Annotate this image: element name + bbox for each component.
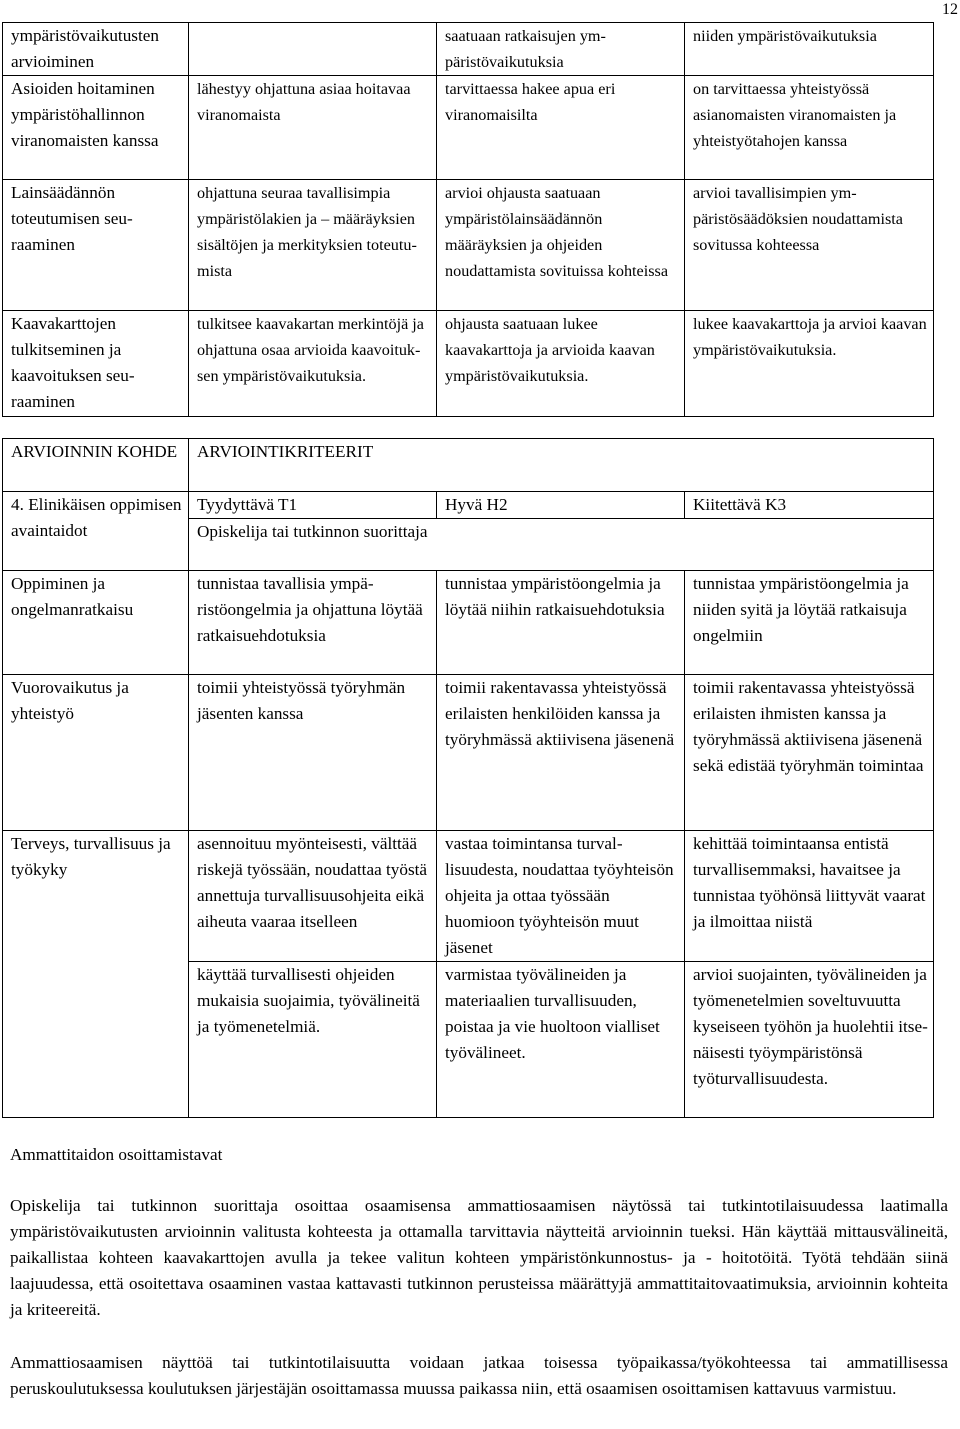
grade-k3-cell: lukee kaavakarttoja ja arvioi kaavan ympäristövaikutuksia. bbox=[685, 311, 934, 417]
grade-t1-cell: tunnistaa tavallisia ympäristöongelmia ja ohjattuna löytää ratkaisuehdotuksia bbox=[189, 571, 437, 675]
assessment-target-header: ARVIOINNIN KOHDE bbox=[3, 439, 189, 492]
grade-h2-cell: toimii rakentavassa yhteistyössä erilaisten henkilöiden kanssa ja työryhmässä aktiivisena jäsenenä bbox=[437, 675, 685, 831]
assessment-target-cell: ympäristövaikutusten arvioiminen bbox=[3, 23, 189, 76]
assessment-target-cell: Oppiminen ja ongelmanratkaisu bbox=[3, 571, 189, 675]
grade-h2-cell: saatuaan ratkaisujen ympäristövaikutuksia bbox=[437, 23, 685, 76]
table-row bbox=[3, 76, 934, 180]
table-row bbox=[3, 675, 934, 831]
table-row bbox=[3, 311, 934, 417]
grade-t1-cell bbox=[189, 23, 437, 76]
criteria-table bbox=[2, 438, 934, 1118]
table-row bbox=[3, 180, 934, 311]
assessment-target-cell: Vuorovaikutus ja yhteistyö bbox=[3, 675, 189, 831]
grade-t1-cell: lähestyy ohjattuna asiaa hoitavaa viranomaista bbox=[189, 76, 437, 180]
grade-k3-cell: niiden ympäristövaikutuksia bbox=[685, 23, 934, 76]
table-header-row bbox=[3, 439, 934, 492]
grade-k3-cell: arvioi suojainten, työvälineiden ja työmenetelmien soveltuvuutta kyseiseen työhön ja huolehtii itsenäisesti työympäristönsä työturvallisuudesta. bbox=[685, 962, 934, 1118]
assessment-target-cell: Kaavakarttojen tulkitseminen ja kaavoituksen seuraaminen bbox=[3, 311, 189, 417]
table-row bbox=[3, 571, 934, 675]
body-paragraph: Opiskelija tai tutkinnon suorittaja osoittaa osaamisensa ammattiosaamisen näytössä tai tutkintotilaisuudessa laatimalla ympäristövaikutusten arvioinnin valitusta kohteesta ja ottamalla tarvittavia näytteitä arvioinnin tueksi. Hän käyttää mittausvälineitä, paikallistaa kohteen kaavakarttojen avulla ja tekee valitun kohteen ympäristönkunnostus- ja - hoitotöitä. Työtä tehdään siinä laajuudessa, että osoitettava osaaminen vastaa kattavasti tutkinnon perusteissa määrättyjä ammattitaitovaatimuksia, arvioinnin kohteita ja kriteereitä. bbox=[10, 1196, 948, 1319]
grade-h2-cell: tarvittaessa hakee apua eri viranomaisilta bbox=[437, 76, 685, 180]
performer-label: Opiskelija tai tutkinnon suorittaja bbox=[189, 519, 934, 571]
grade-k3-cell: arvioi tavallisimpien ympäristösäädöksien noudattamista sovitussa kohteessa bbox=[685, 180, 934, 311]
body-paragraph: Ammattiosaamisen näyttöä tai tutkintotilaisuutta voidaan jatkaa toisessa työpaikassa/työkohteessa tai ammatillisessa peruskoulutuksessa koulutuksen järjestäjän osoittamassa muussa paikassa niin, että osaamisen osoittamisen kattavuus varmistuu. bbox=[10, 1353, 948, 1398]
grade-k3-cell: kehittää toimintaansa entistä turvallisemmaksi, havaitsee ja tunnistaa työhönsä liittyvät vaarat ja ilmoittaa niistä bbox=[685, 831, 934, 962]
grade-h2-cell: tunnistaa ympäristöongelmia ja löytää niihin ratkaisuehdotuksia bbox=[437, 571, 685, 675]
assessment-criteria-header: ARVIOINTIKRITEERIT bbox=[189, 439, 934, 492]
table-row bbox=[3, 831, 934, 962]
grade-t1-cell: toimii yhteistyössä työryhmän jäsenten kanssa bbox=[189, 675, 437, 831]
grade-h2-cell: varmistaa työvälineiden ja materiaalien turvallisuuden, poistaa ja vie huoltoon vialliset työvälineet. bbox=[437, 962, 685, 1118]
section-row bbox=[3, 492, 934, 519]
grade-h2-cell: arvioi ohjausta saatuaan ympäristölainsäädännön määräyksien ja ohjeiden noudattamista sovituissa kohteissa bbox=[437, 180, 685, 311]
page-number: 12 bbox=[942, 1, 958, 18]
section-title: 4. Elinikäisen oppimisen avaintaidot bbox=[3, 492, 189, 571]
grade-h2-cell: ohjausta saatuaan lukee kaavakarttoja ja arvioida kaavan ympäristövaikutuksia. bbox=[437, 311, 685, 417]
section-heading: Ammattitaidon osoittamistavat bbox=[10, 1145, 223, 1164]
grade-k3-cell: tunnistaa ympäristöongelmia ja niiden syitä ja löytää ratkaisuja ongelmiin bbox=[685, 571, 934, 675]
table-row bbox=[3, 23, 934, 76]
grade-t1-cell: tulkitsee kaavakartan merkintöjä ja ohjattuna osaa arvioida kaavoituksen ympäristövaikutuksia. bbox=[189, 311, 437, 417]
grade-t1-cell: asennoituu myönteisesti, välttää riskejä työssään, noudattaa työstä annettuja turvallisuusohjeita eikä aiheuta vaaraa itselleen bbox=[189, 831, 437, 962]
grade-t1-cell: ohjattuna seuraa tavallisimpia ympäristölakien ja – määräyksien sisältöjen ja merkityksien toteutumista bbox=[189, 180, 437, 311]
criteria-table-continued bbox=[2, 22, 934, 417]
grade-h2-header: Hyvä H2 bbox=[437, 492, 685, 519]
assessment-target-cell: Asioiden hoitaminen ympäristöhallinnon viranomaisten kanssa bbox=[3, 76, 189, 180]
grade-h2-cell: vastaa toimintansa turvallisuudesta, noudattaa työyhteisön ohjeita ja ottaa työssään huomioon työyhteisön muut jäsenet bbox=[437, 831, 685, 962]
grade-k3-cell: toimii rakentavassa yhteistyössä erilaisten ihmisten kanssa ja työryhmässä aktiivisena jäsenenä sekä edistää työryhmän toimintaa bbox=[685, 675, 934, 831]
grade-t1-cell: käyttää turvallisesti ohjeiden mukaisia suojaimia, työvälineitä ja työmenetelmiä. bbox=[189, 962, 437, 1118]
grade-t1-header: Tyydyttävä T1 bbox=[189, 492, 437, 519]
grade-k3-header: Kiitettävä K3 bbox=[685, 492, 934, 519]
grade-k3-cell: on tarvittaessa yhteistyössä asianomaisten viranomaisten ja yhteistyötahojen kanssa bbox=[685, 76, 934, 180]
assessment-target-cell: Lainsäädännön toteutumisen seuraaminen bbox=[3, 180, 189, 311]
assessment-target-cell: Terveys, turvallisuus ja työkyky bbox=[3, 831, 189, 1118]
